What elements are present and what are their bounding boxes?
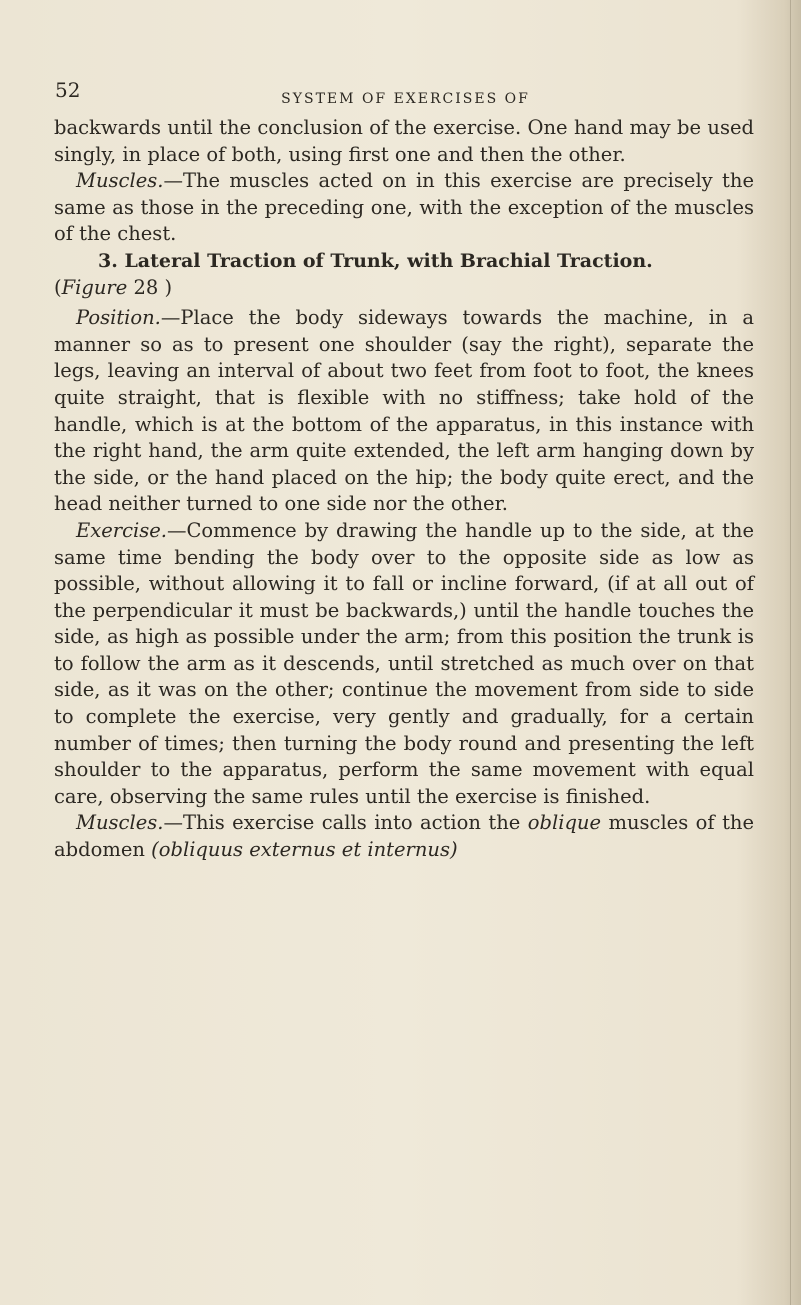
paragraph-muscles-2-text-a: —This exercise calls into action the [163,811,528,835]
label-muscles: Muscles. [76,169,164,193]
label-muscles-2: Muscles. [76,811,164,835]
paragraph-exercise [54,518,754,811]
paragraph-continuation: backwards until the conclusion of the exercise. One hand may be used singly, in place of both, using first one and then the other. [54,116,754,166]
running-head: SYSTEM OF EXERCISES OF [281,91,530,107]
page-number: 52 [55,78,81,102]
paragraph-muscles-1-text: —The muscles acted on in this exercise are precisely the same as those in the preceding one, with the exception of the muscles of the chest. [54,169,754,246]
page-edge-shadow [790,0,791,1305]
label-position: Position. [76,306,161,330]
page-body [54,115,754,864]
term-oblique: oblique [527,811,602,835]
paragraph-exercise-text: —Commence by drawing the handle up to the side, at the same time bending the body over to the opposite side as low as possible, without allowing it to fall or incline forward, (if at all out of the perpendicular it must be backwards,) until the handle touches the side, as high as possible under the arm; from this position the trunk is to follow the arm as it descends, until stretched as much over on that side, as it was on the other; continue the movement from side to side to complete the exercise, very gently and gradually, for a certain number of times; then turning the body round and presenting the left shoulder to the apparatus, perform the same movement with equal care, observing the same rules until the exercise is finished. [54,518,754,808]
paragraph-position-text: —Place the body sideways towards the machine, in a manner so as to present one shoulder (say the right), separate the legs, leaving an interval of about two feet from foot to foot, the knees quite straight, that is flexible with no stiffness; take hold of the handle, which is at the bottom of the apparatus, in this instance with the right hand, the arm quite extended, the left arm hanging down by the side, or the hand placed on the hip; the body quite erect, and the head neither turned to one side nor the other. [54,306,754,516]
paragraph-position [54,305,754,518]
paragraph-muscles-1 [54,168,754,248]
figure-open: ( [54,275,62,299]
section-heading: 3. Lateral Traction of Trunk, with Brachial Traction. [98,249,653,272]
paragraph-muscles-2-text-b: muscles of the abdomen [54,811,755,862]
figure-label: Figure [61,275,128,299]
term-obliquus: (obliquus externus et internus) [151,838,458,862]
figure-reference [54,275,754,302]
figure-number: 28 ) [127,275,173,299]
label-exercise: Exercise. [76,518,167,542]
paragraph-muscles-2 [54,810,754,863]
